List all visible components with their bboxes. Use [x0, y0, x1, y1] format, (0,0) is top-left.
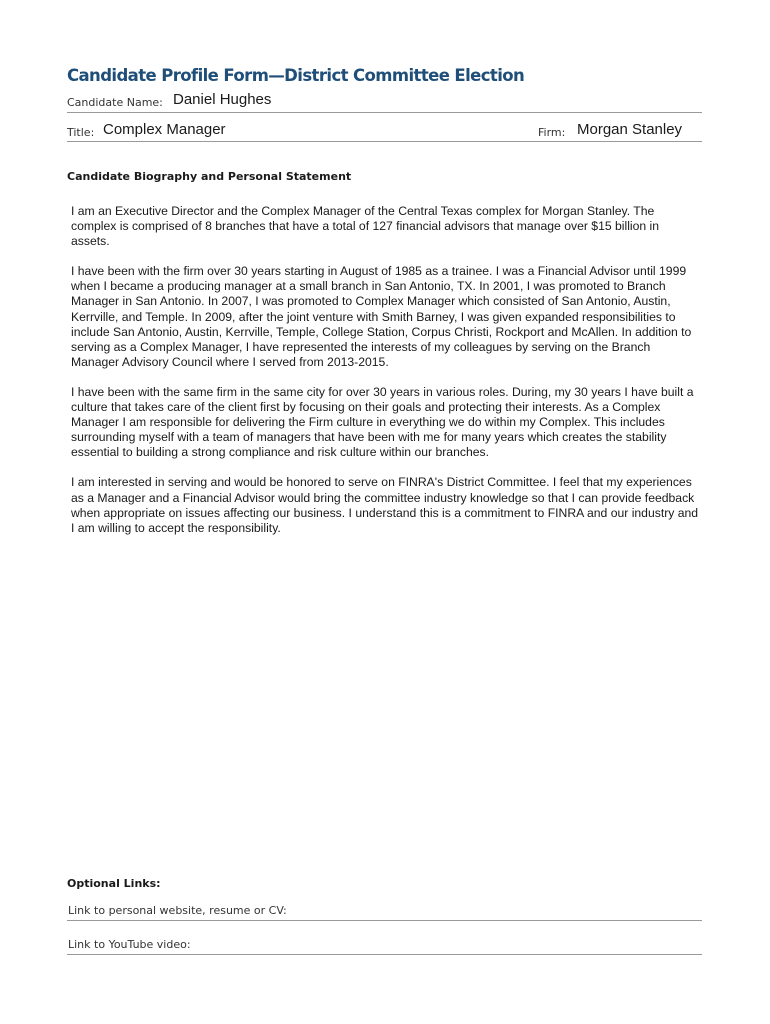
personal-website-link-field[interactable] [67, 904, 702, 921]
title-firm-row [67, 118, 702, 142]
candidate-name-row [67, 90, 702, 113]
candidate-name-value[interactable]: Daniel Hughes [173, 91, 272, 108]
title-value[interactable]: Complex Manager [103, 121, 226, 138]
firm-value[interactable]: Morgan Stanley [577, 121, 683, 138]
form-title: Candidate Profile Form—District Committee Election [67, 66, 525, 85]
youtube-link-label: Link to YouTube video: [68, 938, 191, 951]
bio-paragraph: I am interested in serving and would be honored to serve on FINRA's District Committee. I feel that my experiences as a Manager and a Financial Advisor would bring the committee industry knowledge so that I can provide feedback when appropriate on issues affecting our business. I understand this is a commitment to FINRA and our industry and I am willing to accept the responsibility. [71, 475, 699, 535]
biography-statement [71, 204, 701, 551]
bio-paragraph: I have been with the same firm in the same city for over 30 years in various roles. During, my 30 years I have built a culture that takes care of the client first by focusing on their goals and protecting their interests. As a Complex Manager I am responsible for delivering the Firm culture in everything we do within my Complex. This includes surrounding myself with a team of managers that have been with me for many years which creates the stability essential to building a strong compliance and risk culture within our branches. [71, 384, 694, 460]
biography-heading: Candidate Biography and Personal Statement [67, 170, 352, 183]
optional-links-heading: Optional Links: [67, 877, 161, 890]
title-label: Title: [67, 126, 95, 139]
candidate-name-label: Candidate Name: [67, 96, 163, 109]
bio-paragraph: I have been with the firm over 30 years starting in August of 1985 as a trainee. I was a Financial Advisor until 1999 when I became a producing manager at a small branch in San Antonio, TX. In 2001, I was promoted to Branch Manager in San Antonio. In 2007, I was promoted to Complex Manager which consisted of San Antonio, Austin, Kerrville, and Temple. In 2009, after the joint venture with Smith Barney, I was given expanded responsibilities to include San Antonio, Austin, Kerrville, Temple, College Station, Corpus Christi, Rockport and McAllen. In addition to serving as a Complex Manager, I have represented the interests of my colleagues by serving on the Branch Manager Advisory Council where I served from 2013-2015. [71, 264, 692, 369]
bio-paragraph: I am an Executive Director and the Complex Manager of the Central Texas complex for Morgan Stanley. The complex is comprised of 8 branches that have a total of 127 financial advisors that manage over $15 billion in assets. [71, 204, 660, 249]
youtube-link-field[interactable] [67, 938, 702, 955]
firm-label: Firm: [538, 126, 566, 139]
personal-website-link-label: Link to personal website, resume or CV: [68, 904, 287, 917]
